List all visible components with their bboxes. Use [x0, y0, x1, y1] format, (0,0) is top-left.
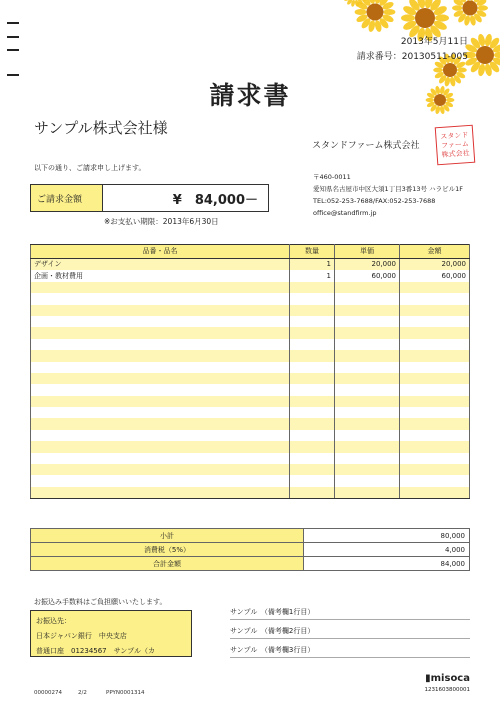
table-row	[31, 407, 470, 418]
page-number: 2/2	[78, 690, 87, 696]
qty-cell	[290, 282, 335, 293]
amount-cell	[400, 396, 470, 407]
tax-value: 4,000	[304, 543, 470, 557]
fold-mark	[7, 49, 19, 51]
client-name: サンプル株式会社様	[34, 119, 168, 137]
memo-line: サンプル （備考欄1行目）	[230, 607, 470, 620]
item-name-cell	[31, 396, 290, 407]
sunflower	[463, 33, 500, 77]
qty-cell	[290, 373, 335, 384]
table-row	[31, 270, 470, 281]
unit-price-cell	[335, 418, 400, 429]
table-row	[31, 362, 470, 373]
doc-code: PPYN0001314	[106, 690, 145, 696]
amount-cell	[400, 316, 470, 327]
item-name-cell: 企画・教材費用	[31, 270, 290, 281]
qty-cell	[290, 339, 335, 350]
table-row	[31, 464, 470, 475]
item-name-cell	[31, 430, 290, 441]
amount-cell	[400, 327, 470, 338]
greeting-text: 以下の通り、ご請求申し上げます。	[34, 164, 146, 172]
item-name-cell	[31, 373, 290, 384]
item-name-cell	[31, 407, 290, 418]
qty-cell	[290, 316, 335, 327]
amount-cell	[400, 464, 470, 475]
tax-label: 消費税（5%）	[31, 543, 304, 557]
unit-price-cell	[335, 430, 400, 441]
table-row	[31, 384, 470, 395]
item-name-cell	[31, 464, 290, 475]
item-name-cell	[31, 327, 290, 338]
summary-table	[30, 528, 470, 571]
item-name-cell	[31, 487, 290, 499]
table-row	[31, 316, 470, 327]
amount-cell	[400, 305, 470, 316]
qty-cell	[290, 293, 335, 304]
summary-row	[31, 543, 470, 557]
amount-cell	[400, 453, 470, 464]
fold-mark	[7, 22, 19, 24]
table-row	[31, 350, 470, 361]
item-name-cell	[31, 316, 290, 327]
doc-id: 00000274	[34, 690, 62, 696]
col-header-qty: 数量	[290, 245, 335, 259]
qty-cell	[290, 396, 335, 407]
fee-note: お振込み手数料はご負担願いいたします。	[34, 598, 167, 606]
qty-cell	[290, 407, 335, 418]
logo-mark-icon: ▮	[425, 673, 431, 684]
unit-price-cell	[335, 464, 400, 475]
table-row	[31, 327, 470, 338]
sunflower	[452, 0, 488, 26]
unit-price-cell	[335, 384, 400, 395]
qty-cell	[290, 350, 335, 361]
item-name-cell	[31, 339, 290, 350]
unit-price-cell	[335, 396, 400, 407]
table-row	[31, 487, 470, 499]
amount-cell	[400, 430, 470, 441]
table-row	[31, 441, 470, 452]
fold-mark	[7, 36, 19, 38]
table-header-row	[31, 245, 470, 259]
page-title: 請求書	[209, 81, 291, 110]
qty-cell	[290, 362, 335, 373]
misoca-logo	[425, 673, 470, 684]
item-name-cell	[31, 418, 290, 429]
unit-price-cell	[335, 475, 400, 486]
unit-price-cell	[335, 441, 400, 452]
amount-cell	[400, 362, 470, 373]
issuer-tel: TEL:052-253-7688/FAX:052-253-7688	[313, 197, 436, 205]
qty-cell	[290, 441, 335, 452]
amount-cell	[400, 350, 470, 361]
unit-price-cell	[335, 316, 400, 327]
payment-due: ※お支払い期限：2013年6月30日	[104, 217, 219, 226]
brand-name: misoca	[430, 673, 470, 684]
amount-cell	[400, 373, 470, 384]
issuer-email: office@standfirm.jp	[313, 209, 377, 217]
table-row	[31, 430, 470, 441]
amount-cell: 20,000	[400, 259, 470, 271]
qty-cell	[290, 418, 335, 429]
total-label: 合計金額	[31, 557, 304, 571]
amount-cell	[400, 282, 470, 293]
unit-price-cell	[335, 407, 400, 418]
items-table	[30, 244, 470, 499]
item-name-cell	[31, 362, 290, 373]
amount-cell	[400, 293, 470, 304]
total-value: 84,000	[304, 557, 470, 571]
bank-line: 日本ジャパン銀行 中央支店	[36, 632, 127, 640]
qty-cell: 1	[290, 270, 335, 281]
table-row	[31, 453, 470, 464]
table-row	[31, 259, 470, 271]
item-name-cell	[31, 350, 290, 361]
qty-cell	[290, 475, 335, 486]
amount-cell	[400, 475, 470, 486]
qty-cell	[290, 384, 335, 395]
item-name-cell	[31, 453, 290, 464]
unit-price-cell	[335, 350, 400, 361]
table-row	[31, 305, 470, 316]
qty-cell	[290, 487, 335, 499]
unit-price-cell	[335, 282, 400, 293]
memo-line: サンプル （備考欄3行目）	[230, 645, 470, 658]
amount-cell	[400, 384, 470, 395]
unit-price-cell	[335, 293, 400, 304]
billing-amount-label: ご請求金額	[31, 185, 103, 211]
summary-row	[31, 557, 470, 571]
qty-cell	[290, 305, 335, 316]
item-name-cell	[31, 293, 290, 304]
item-name-cell	[31, 475, 290, 486]
qty-cell	[290, 464, 335, 475]
unit-price-cell	[335, 373, 400, 384]
issuer-company: スタンドファーム株式会社	[312, 141, 420, 151]
issuer-address: 愛知県名古屋市中区大須1丁目3番13号 ハラビル1F	[313, 185, 463, 193]
seal-text: スタンドファーム株式会社	[440, 130, 470, 159]
brand-id: 1231603800001	[424, 687, 470, 693]
item-name-cell	[31, 305, 290, 316]
unit-price-cell	[335, 487, 400, 499]
invoice-date: 2013年5月11日	[400, 37, 468, 47]
unit-price-cell	[335, 327, 400, 338]
qty-cell: 1	[290, 259, 335, 271]
table-row	[31, 475, 470, 486]
amount-cell	[400, 487, 470, 499]
item-name-cell	[31, 384, 290, 395]
unit-price-cell	[335, 453, 400, 464]
unit-price-cell	[335, 305, 400, 316]
table-row	[31, 418, 470, 429]
qty-cell	[290, 327, 335, 338]
bank-info-box	[30, 610, 192, 657]
unit-price-cell: 20,000	[335, 259, 400, 271]
amount-cell: 60,000	[400, 270, 470, 281]
col-header-unit-price: 単価	[335, 245, 400, 259]
col-header-amount: 金額	[400, 245, 470, 259]
item-name-cell: デザイン	[31, 259, 290, 271]
sunflower	[355, 0, 396, 33]
billing-amount-value: ¥ 84,000－	[172, 192, 258, 208]
item-name-cell	[31, 441, 290, 452]
subtotal-label: 小計	[31, 529, 304, 543]
table-row	[31, 373, 470, 384]
billing-amount-box	[30, 184, 269, 212]
invoice-number: 請求番号：20130511-005	[356, 52, 468, 62]
unit-price-cell: 60,000	[335, 270, 400, 281]
bank-line: 普通口座 01234567 サンプル（カ	[36, 647, 155, 655]
qty-cell	[290, 430, 335, 441]
bank-line: お振込先：	[36, 617, 71, 625]
amount-cell	[400, 441, 470, 452]
qty-cell	[290, 453, 335, 464]
issuer-postal: 〒460-0011	[313, 173, 351, 181]
memo-line: サンプル （備考欄2行目）	[230, 626, 470, 639]
summary-row	[31, 529, 470, 543]
amount-cell	[400, 418, 470, 429]
unit-price-cell	[335, 362, 400, 373]
subtotal-value: 80,000	[304, 529, 470, 543]
table-row	[31, 293, 470, 304]
table-row	[31, 396, 470, 407]
unit-price-cell	[335, 339, 400, 350]
col-header-item: 品番・品名	[31, 245, 290, 259]
company-seal	[435, 125, 476, 166]
item-name-cell	[31, 282, 290, 293]
amount-cell	[400, 339, 470, 350]
table-row	[31, 282, 470, 293]
amount-cell	[400, 407, 470, 418]
table-row	[31, 339, 470, 350]
